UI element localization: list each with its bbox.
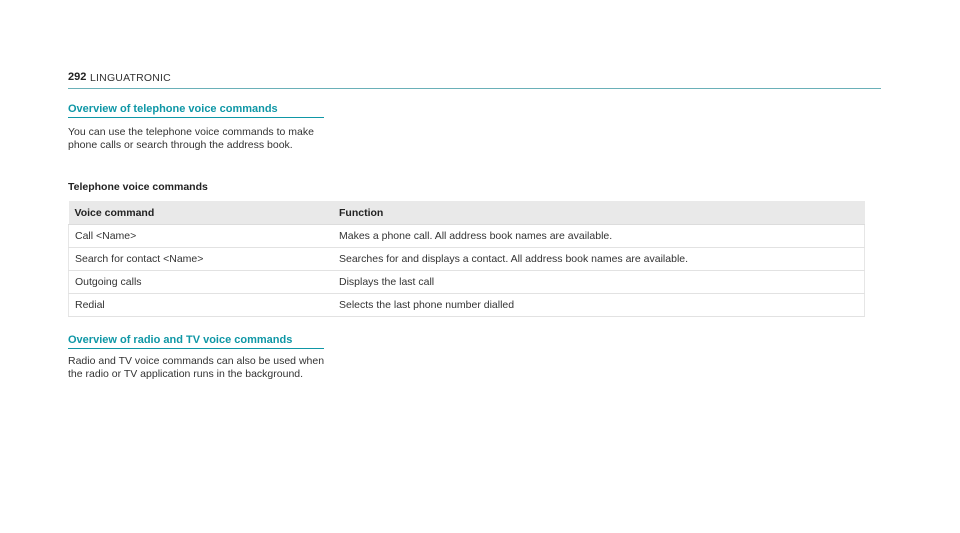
table-cell-command: Search for contact <Name>: [69, 248, 334, 271]
section-title-telephone: Overview of telephone voice commands: [68, 103, 324, 118]
page-number: 292: [68, 71, 87, 83]
table-cell-function: Selects the last phone number dialled: [333, 294, 865, 317]
table-row: [69, 271, 865, 294]
table-cell-function: Searches for and displays a contact. All address book names are available.: [333, 248, 865, 271]
table-cell-command: Redial: [69, 294, 334, 317]
table-cell-function: Displays the last call: [333, 271, 865, 294]
table-caption: Telephone voice commands: [68, 181, 208, 193]
table-row: [69, 248, 865, 271]
table-row: [69, 294, 865, 317]
voice-command-table: [68, 201, 865, 317]
table-header-row: [69, 201, 865, 225]
column-header-voice-command: Voice command: [69, 201, 334, 225]
chapter-title: LINGUATRONIC: [90, 72, 171, 84]
section-paragraph-telephone: You can use the telephone voice commands to make phone calls or search through the address book.: [68, 126, 314, 151]
table-cell-function: Makes a phone call. All address book names are available.: [333, 225, 865, 248]
table-row: [69, 225, 865, 248]
table-cell-command: Call <Name>: [69, 225, 334, 248]
page-header: [68, 71, 881, 89]
section-title-radio-tv: Overview of radio and TV voice commands: [68, 334, 324, 349]
table-cell-command: Outgoing calls: [69, 271, 334, 294]
section-paragraph-radio-tv: Radio and TV voice commands can also be used when the radio or TV application runs in the background.: [68, 355, 325, 380]
column-header-function: Function: [333, 201, 865, 225]
